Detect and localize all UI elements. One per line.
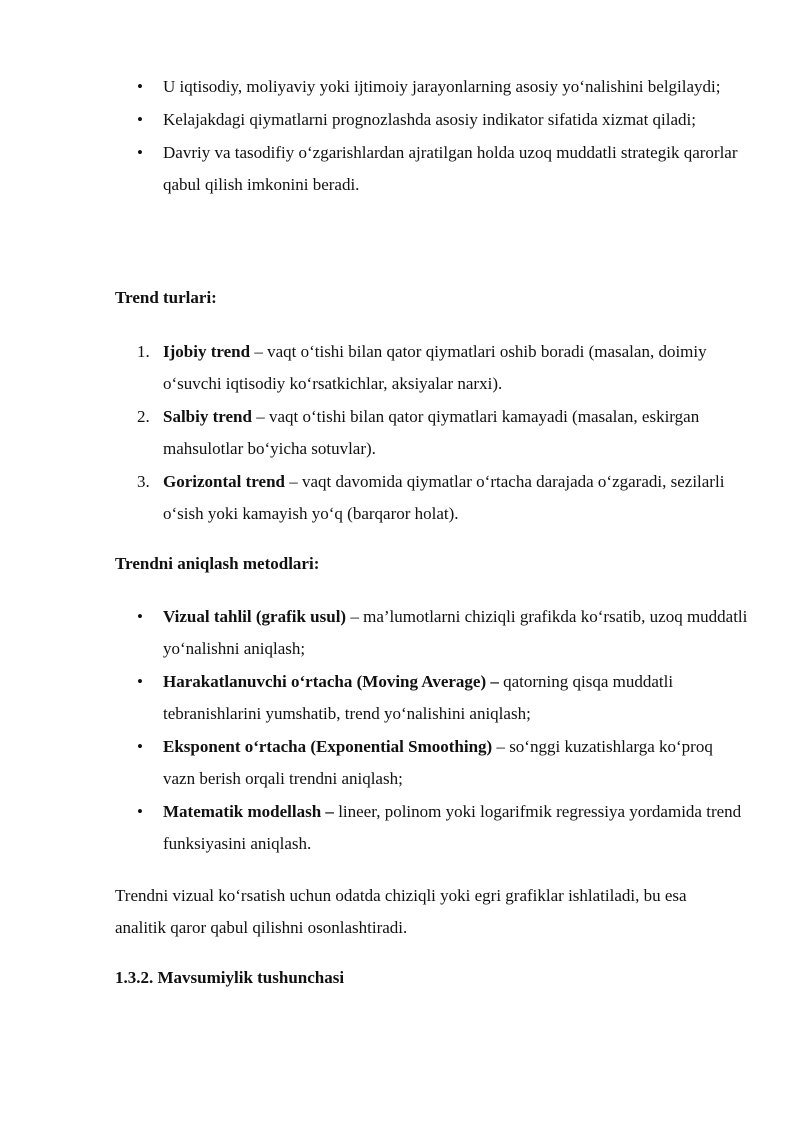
list-item: [0, 401, 748, 465]
bullet-icon: •: [137, 607, 143, 626]
intro-bullet-list: [0, 71, 800, 202]
list-item-text: Kelajakdagi qiymatlarni prognozlashda asosiy indikator sifatida xizmat qiladi;: [163, 110, 696, 129]
list-item-text: – ma’lumotlarni chiziqli grafikda ko‘rsatib, uzoq muddatli yo‘nalishni aniqlash;: [163, 607, 748, 658]
bullet-icon: •: [137, 802, 143, 821]
list-item-term: Ijobiy trend: [163, 342, 251, 361]
list-item-text: – so‘nggi kuzatishlarga ko‘proq vazn berish orqali trendni aniqlash;: [163, 737, 713, 788]
list-item-text: Davriy va tasodifiy o‘zgarishlardan ajratilgan holda uzoq muddatli strategik qarorlar qabul qilish imkonini beradi.: [163, 143, 738, 194]
list-item: [0, 336, 748, 400]
section-title: 1.3.2. Mavsumiylik tushunchasi: [115, 968, 345, 987]
list-item: [0, 731, 748, 795]
list-item: [0, 104, 748, 136]
methods-list: [0, 601, 800, 861]
list-item-text: – vaqt o‘tishi bilan qator qiymatlari oshib boradi (masalan, doimiy o‘suvchi iqtisodiy ko‘rsatkichlar, aksiyalar narxi).: [163, 342, 707, 393]
list-item-term: Matematik modellash –: [163, 802, 334, 821]
body-paragraph: Trendni vizual ko‘rsatish uchun odatda chiziqli yoki egri grafiklar ishlatiladi, bu esa analitik qaror qabul qilishni osonlashtiradi.: [115, 886, 687, 937]
list-item: [0, 666, 748, 730]
list-item-text: – vaqt o‘tishi bilan qator qiymatlari kamayadi (masalan, eskirgan mahsulotlar bo‘yicha sotuvlar).: [163, 407, 700, 458]
list-item-term: Eksponent o‘rtacha (Exponential Smoothing): [163, 737, 493, 756]
bullet-icon: •: [137, 77, 143, 96]
methods-heading: Trendni aniqlash metodlari:: [115, 554, 320, 573]
list-item: [0, 796, 748, 860]
trend-types-list: [0, 336, 800, 531]
list-item-term: Harakatlanuvchi o‘rtacha (Moving Average) –: [163, 672, 499, 691]
list-number: 1.: [137, 342, 150, 361]
list-item-text: lineer, polinom yoki logarifmik regressiya yordamida trend funksiyasini aniqlash.: [163, 802, 742, 853]
bullet-icon: •: [137, 672, 143, 691]
list-item-term: Salbiy trend: [163, 407, 252, 426]
list-number: 2.: [137, 407, 150, 426]
trend-types-heading: Trend turlari:: [115, 288, 217, 307]
bullet-icon: •: [137, 737, 143, 756]
list-item-text: – vaqt davomida qiymatlar o‘rtacha darajada o‘zgaradi, sezilarli o‘sish yoki kamayish yo‘q (barqaror holat).: [163, 472, 725, 523]
list-item-term: Vizual tahlil (grafik usul): [163, 607, 347, 626]
list-item-text: qatorning qisqa muddatli tebranishlarini yumshatib, trend yo‘nalishini aniqlash;: [163, 672, 674, 723]
list-item: [0, 466, 748, 530]
list-item: [0, 71, 748, 103]
list-item-text: U iqtisodiy, moliyaviy yoki ijtimoiy jarayonlarning asosiy yo‘nalishini belgilaydi;: [163, 77, 721, 96]
bullet-icon: •: [137, 143, 143, 162]
list-item-term: Gorizontal trend: [163, 472, 285, 491]
list-number: 3.: [137, 472, 150, 491]
list-item: [0, 137, 748, 201]
bullet-icon: •: [137, 110, 143, 129]
list-item: [0, 601, 748, 665]
